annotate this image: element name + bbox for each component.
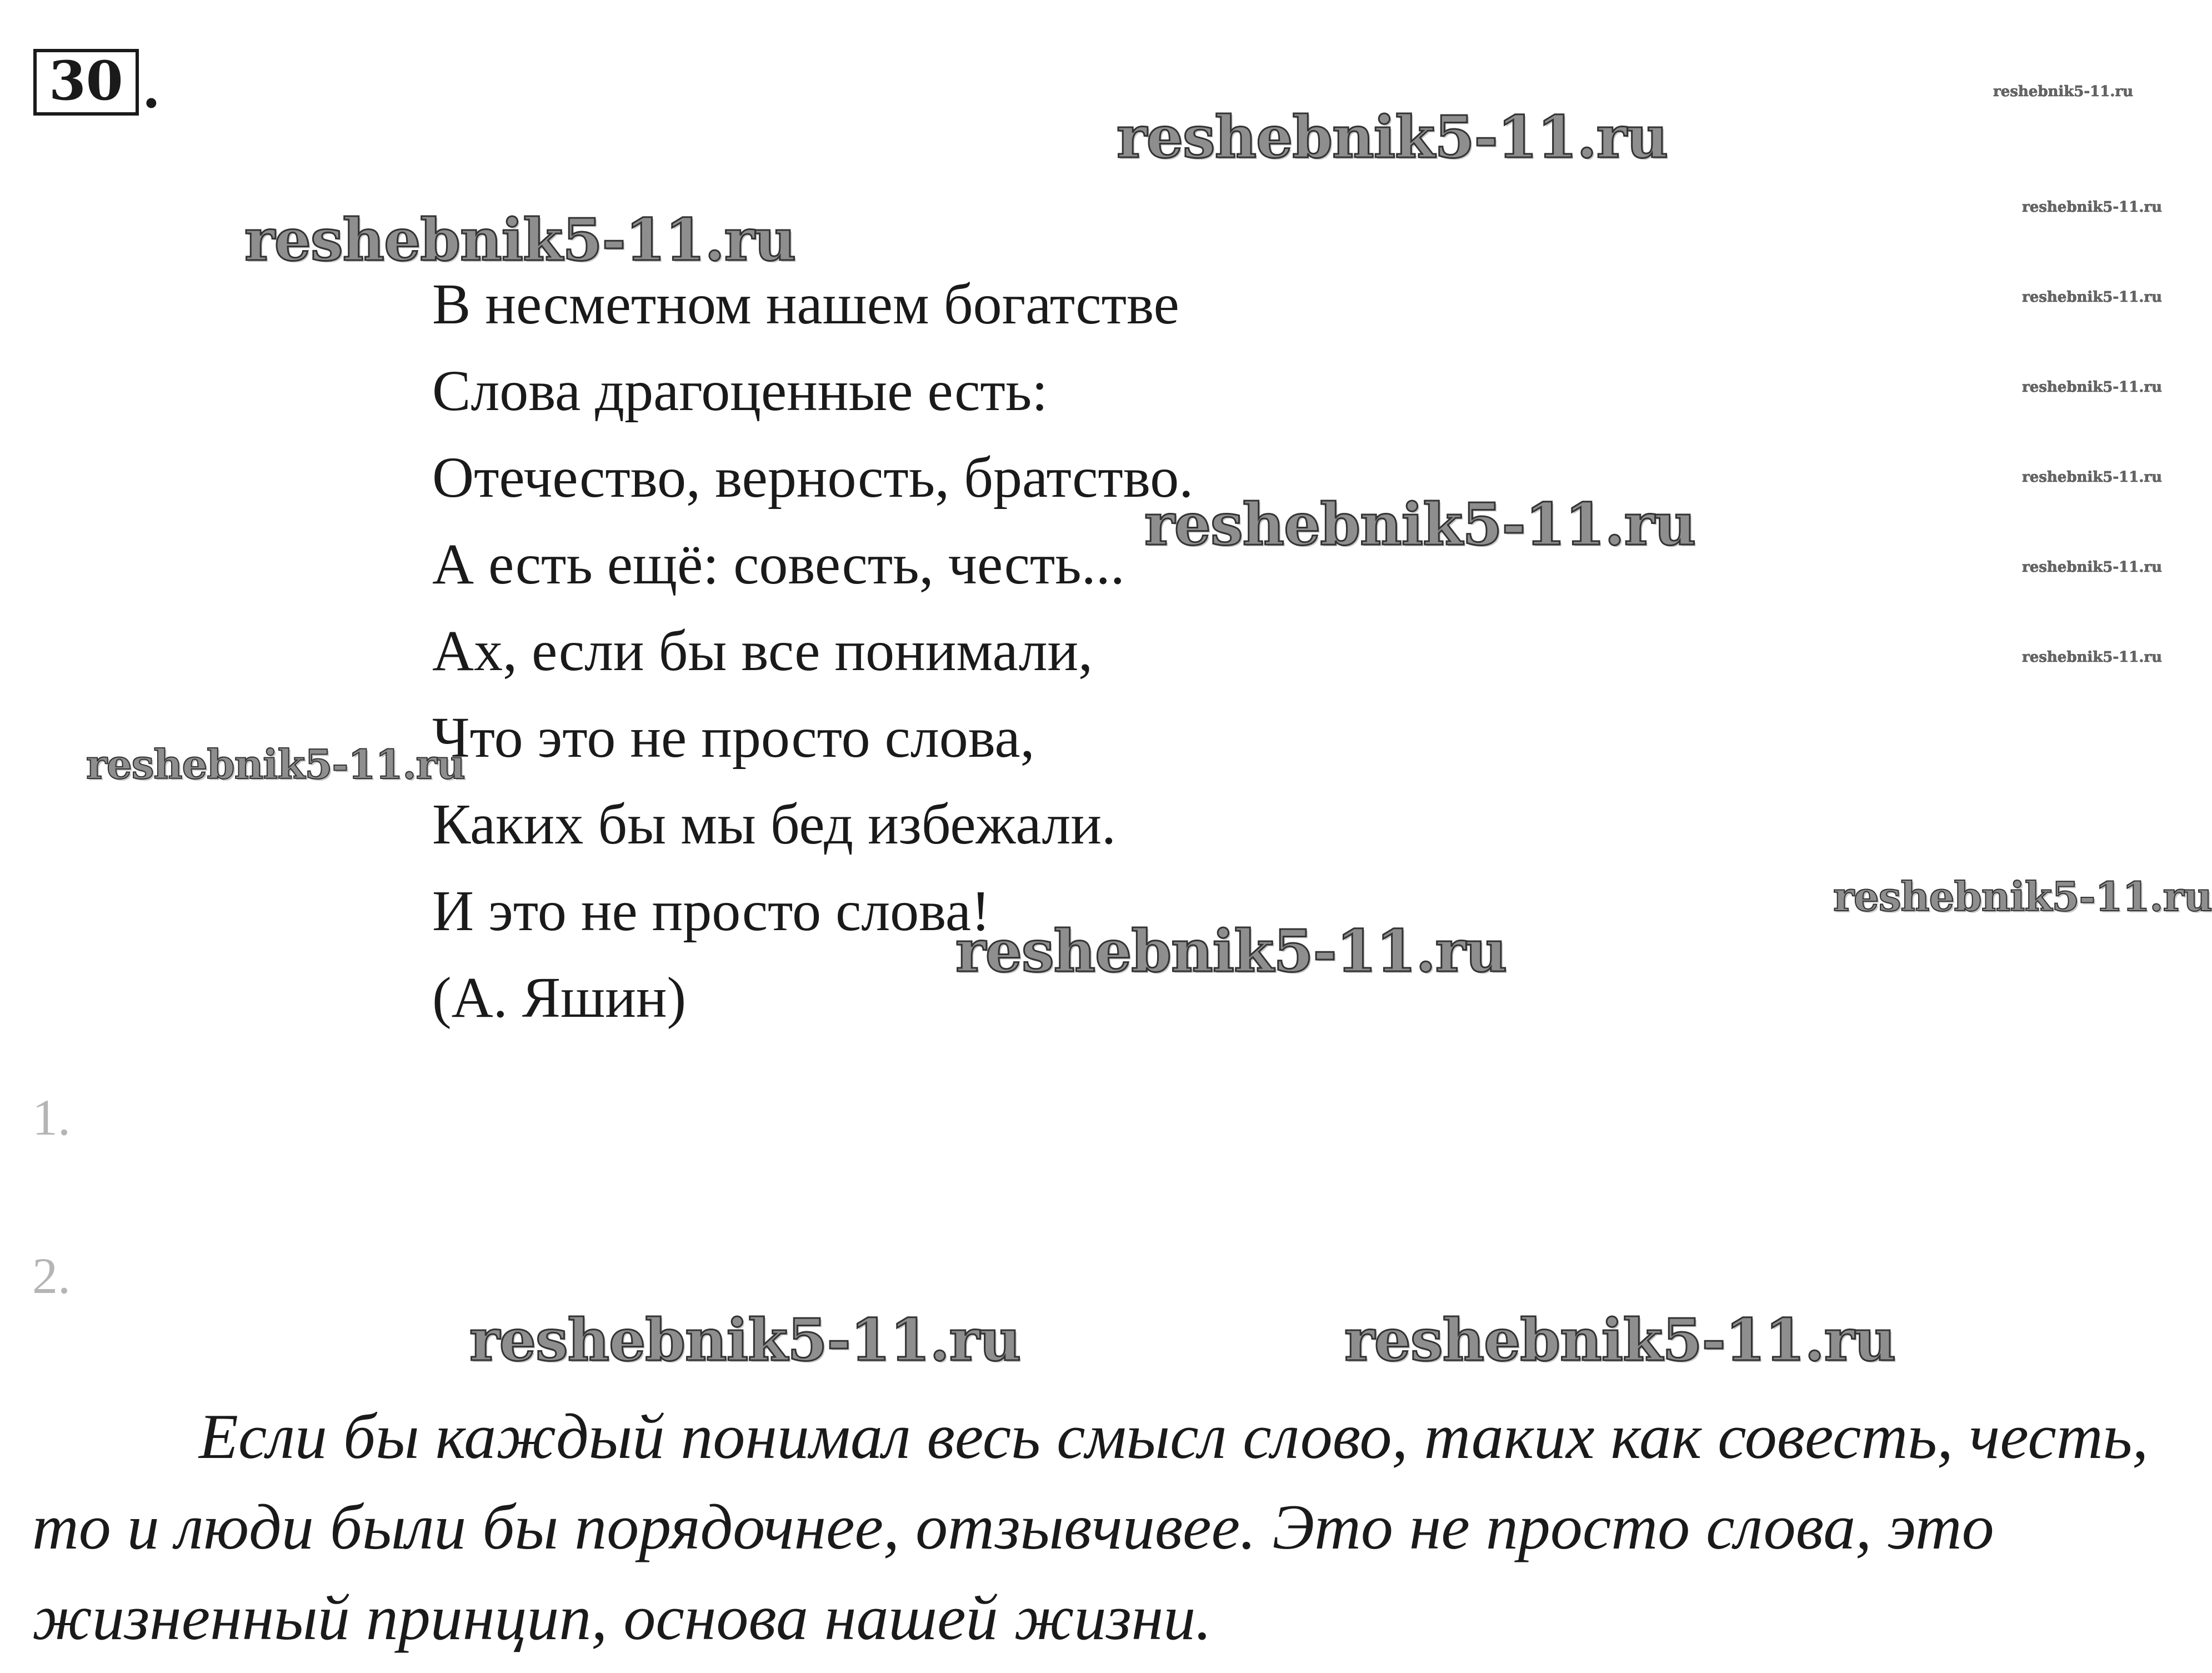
watermark: reshebnik5-11.ru <box>1833 873 2212 920</box>
poem-line: Ах, если бы все понимали, <box>432 619 1093 683</box>
poem-line: А есть ещё: совесть, честь... <box>432 532 1125 596</box>
watermark: reshebnik5-11.ru <box>86 741 465 788</box>
task-number <box>33 49 161 120</box>
poem-line: В несметном нашем богатстве <box>432 272 1179 336</box>
watermark: reshebnik5-11.ru <box>2022 199 2163 216</box>
watermark: reshebnik5-11.ru <box>2022 289 2163 306</box>
poem-line: И это не просто слова! <box>432 879 990 943</box>
watermark: reshebnik5-11.ru <box>244 206 796 274</box>
watermark: reshebnik5-11.ru <box>2022 559 2163 576</box>
watermark: reshebnik5-11.ru <box>2022 379 2163 396</box>
poem-author: (А. Яшин) <box>432 966 687 1030</box>
answer-line: то и люди были бы порядочнее, отзывчивее. Это не просто слова, это <box>32 1492 1994 1563</box>
watermark: reshebnik5-11.ru <box>1117 103 1668 171</box>
watermark: reshebnik5-11.ru <box>2022 469 2163 486</box>
watermark: reshebnik5-11.ru <box>955 917 1507 985</box>
watermark: reshebnik5-11.ru <box>1144 490 1696 558</box>
watermark: reshebnik5-11.ru <box>469 1306 1021 1374</box>
poem-line: Отечество, верность, братство. <box>432 446 1194 510</box>
answer-paragraph <box>32 1392 2188 1664</box>
poem-line: Каких бы мы бед избежали. <box>432 792 1116 856</box>
poem-line: Что это не просто слова, <box>432 706 1035 770</box>
watermark: reshebnik5-11.ru <box>2022 649 2163 666</box>
poem <box>432 261 1193 1041</box>
poem-line: Слова драгоценные есть: <box>432 359 1048 423</box>
item-number-1: 1. <box>32 1089 71 1146</box>
watermark: reshebnik5-11.ru <box>1993 83 2134 100</box>
watermark: reshebnik5-11.ru <box>1344 1306 1896 1374</box>
task-number-box: 30 <box>33 49 139 116</box>
task-number-dot: . <box>142 57 161 120</box>
answer-line: жизненный принцип, основа нашей жизни. <box>32 1582 1212 1654</box>
answer-line: Если бы каждый понимал весь смысл слово, таких как совесть, честь, <box>199 1401 2149 1472</box>
item-number-2: 2. <box>32 1247 71 1304</box>
